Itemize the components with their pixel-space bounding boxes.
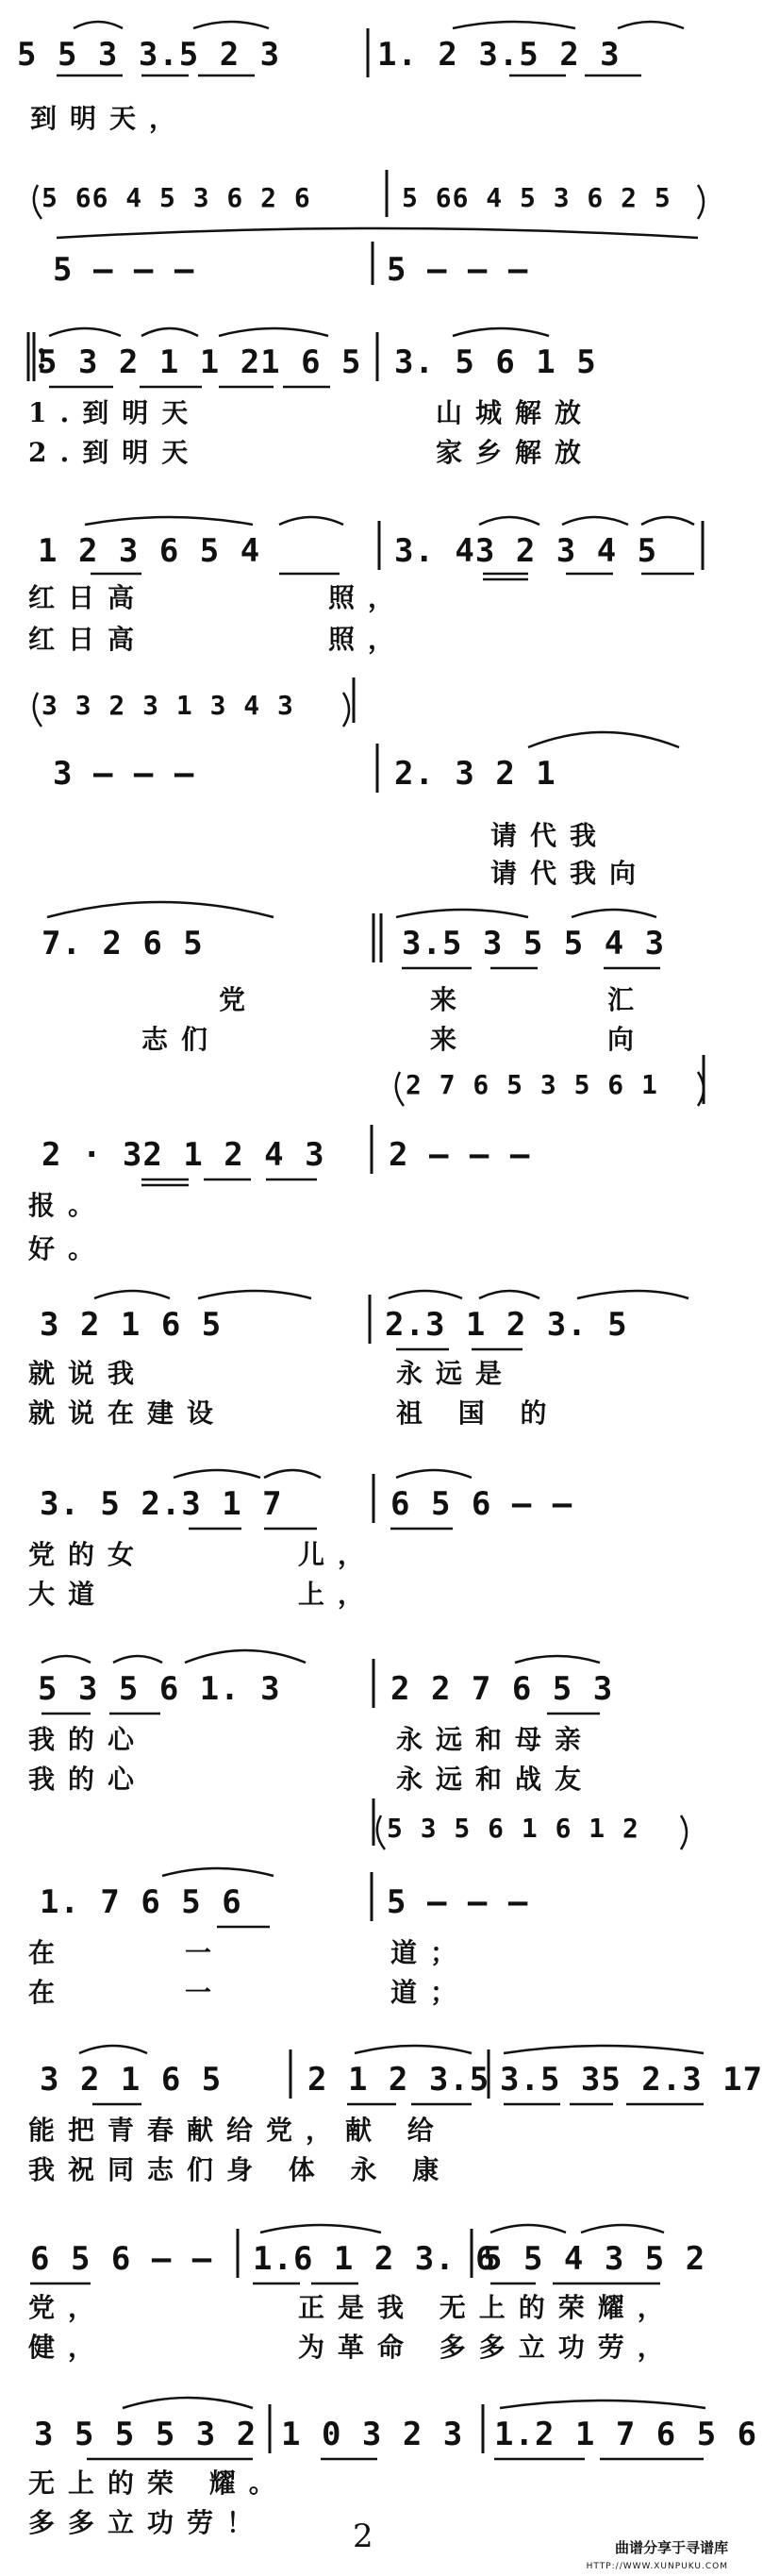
- lyric-line: 大道: [28, 1579, 108, 1610]
- notation-line: 2. 3 2 1: [394, 755, 556, 793]
- lyric-line: 我的心: [28, 1724, 148, 1755]
- notation-line: 5 66 4 5 3 6 2 6: [41, 182, 311, 213]
- lyric-line: 就说在建设: [28, 1397, 227, 1429]
- notation-line: 5 66 4 5 3 6 2 5: [402, 182, 672, 213]
- notation-line: 6 5 6 – –: [390, 1485, 573, 1523]
- lyric-line: 1.到明天: [28, 397, 202, 428]
- lyric-line: 汇: [607, 984, 648, 1015]
- page-number: 2: [353, 2517, 373, 2555]
- lyric-line: 我的心: [28, 1764, 148, 1795]
- watermark-url: HTTP://WWW.XUNPUKU.COM: [586, 2562, 728, 2571]
- lyric-line: 家乡解放: [436, 437, 595, 468]
- notation-line: 5 5 3 3.5 2 3: [17, 36, 281, 74]
- lyric-line: 向: [607, 1024, 648, 1055]
- lyric-line: 来: [430, 984, 471, 1015]
- lyric-line: 多多立功劳！: [28, 2507, 267, 2538]
- notation-line: 2 – – –: [389, 1136, 531, 1174]
- lyric-line: 党: [219, 984, 259, 1015]
- lyric-line: 道；: [390, 1977, 471, 2008]
- notation-line: 1. 2 3.5 2 3: [377, 36, 621, 74]
- lyric-line: 永远和母亲: [396, 1724, 595, 1755]
- notation-line: 2 2 7 6 5 3: [390, 1670, 614, 1708]
- lyric-line: 儿，: [298, 1539, 378, 1570]
- notation-line: 5 3 5 6 1. 3: [38, 1670, 281, 1708]
- lyric-line: 道；: [390, 1937, 471, 1968]
- lyric-line: 为革命 多多立功劳，: [298, 2332, 677, 2363]
- notation-line: 3 5 5 5 3 2: [34, 2416, 257, 2453]
- lyric-line: 健，: [28, 2332, 108, 2363]
- notation-line: 2 7 6 5 3 5 6 1: [406, 1069, 658, 1100]
- lyric-line: 照，: [328, 624, 408, 655]
- lyric-line: 祖 国 的: [396, 1397, 560, 1429]
- lyric-line: 永远是: [396, 1358, 516, 1389]
- notation-line: 1.6 1 2 3. 6: [253, 2240, 496, 2278]
- notation-line: 3 2 1 6 5: [40, 2061, 223, 2099]
- lyric-line: 红日高: [28, 624, 148, 655]
- notation-line: 5 5 4 3 5 2: [483, 2240, 706, 2278]
- lyric-line: 党的女: [28, 1539, 148, 1570]
- lyric-line: 到明天，: [30, 103, 190, 134]
- lyric-line: 能把青春献给党，献 给: [28, 2115, 447, 2146]
- lyric-line: 上，: [298, 1579, 378, 1610]
- lyric-line: 来: [430, 1024, 471, 1055]
- lyric-line: 请代我: [490, 820, 610, 851]
- notation-line: 3 – – –: [53, 755, 195, 793]
- lyric-line: 请代我向: [490, 858, 650, 889]
- notation-line: 5 3 5 6 1 6 1 2: [387, 1813, 639, 1844]
- notation-line: 3. 5 2.3 1 7: [40, 1485, 283, 1523]
- notation-line: 7. 2 6 5: [41, 925, 204, 962]
- notation-line: 3. 5 6 1 5: [394, 343, 597, 381]
- lyric-line: 正是我 无上的荣耀，: [298, 2292, 677, 2323]
- watermark-title: 曲谱分享于寻谱库: [614, 2539, 728, 2556]
- lyric-line: 报。: [28, 1190, 108, 1221]
- lyric-line: 就说我: [28, 1358, 148, 1389]
- lyric-line: 无上的荣 耀。: [28, 2467, 289, 2499]
- notation-line: 5 – – –: [387, 1883, 529, 1921]
- lyric-line: 2.到明天: [28, 437, 202, 468]
- notation-line: 5 3 2 1 1 21 6 5: [38, 343, 362, 381]
- lyric-line: 一: [185, 1937, 225, 1968]
- underlines: [30, 75, 704, 2459]
- notation-line: 1 0 3 2 3: [281, 2416, 464, 2453]
- lyric-line: 党，: [28, 2292, 108, 2323]
- lyric-line: 好。: [28, 1233, 108, 1264]
- lyric-line: 在: [28, 1977, 69, 2008]
- lyric-line: 我祝同志们身 体 永 康: [28, 2154, 453, 2185]
- notation-line: 6 5 6 – –: [30, 2240, 213, 2278]
- lyric-line: 红日高: [28, 582, 148, 613]
- watermark: [566, 2538, 728, 2576]
- notation-line: 2 1 2 3.5: [307, 2061, 490, 2099]
- notation-line: 2.3 1 2 3. 5: [385, 1306, 628, 1344]
- notation-line: 5 – – –: [53, 251, 195, 289]
- notation-line: 3 2 1 6 5: [40, 1306, 223, 1344]
- notation-line: 3.5 3 5 5 4 3: [402, 925, 666, 962]
- notation-line: 3.5 35 2.3 17: [500, 2061, 763, 2099]
- lyric-line: 志们: [141, 1024, 222, 1055]
- lyric-line: 照，: [328, 582, 408, 613]
- notation-line: 2 · 32 1 2 4 3: [41, 1136, 325, 1174]
- notation-line: 5 – – –: [387, 251, 529, 289]
- lyric-line: 在: [28, 1937, 69, 1968]
- notation-line: 3. 43 2 3 4 5: [394, 532, 658, 570]
- lyric-line: 永远和战友: [396, 1764, 595, 1795]
- notation-line: 3 3 2 3 1 3 4 3: [41, 690, 294, 721]
- notation-line: 1 2 3 6 5 4: [38, 532, 261, 570]
- lyric-line: 一: [185, 1977, 225, 2008]
- notation-line: 1. 7 6 5 6: [40, 1883, 242, 1921]
- lyric-line: 山城解放: [436, 397, 595, 428]
- notation-line: 1.2 1 7 6 5 6: [494, 2416, 758, 2453]
